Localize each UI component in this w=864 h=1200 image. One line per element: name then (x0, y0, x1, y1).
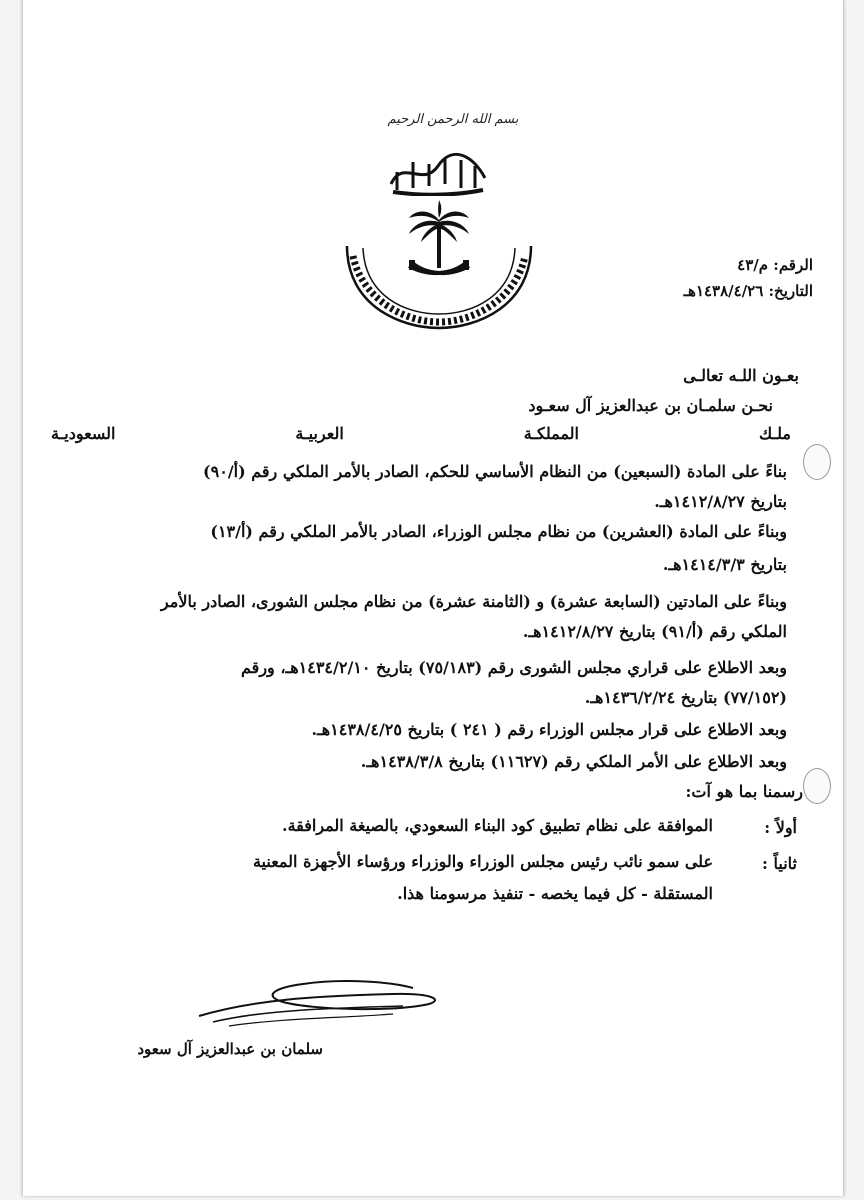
opening-king-name: نحـن سلمـان بن عبدالعزيز آل سعـود (528, 396, 773, 415)
handwritten-signature (193, 960, 453, 1030)
item-second-text: المستقلة - كل فيما يخصه - تنفيذ مرسومنا هذا. (397, 884, 713, 903)
preamble-line: وبناءً على المادتين (السابعة عشرة) و (الثامنة عشرة) من نظام مجلس الشورى، الصادر بالأمر (160, 592, 787, 611)
preamble-line: بتاريخ ١٤١٤/٣/٣هـ. (662, 555, 787, 574)
preamble-line: الملكي رقم (أ/٩١) بتاريخ ١٤١٢/٨/٢٧هـ. (522, 622, 787, 641)
item-second-text: على سمو نائب رئيس مجلس الوزراء والوزراء ورؤساء الأجهزة المعنية (252, 852, 713, 871)
item-second-label: ثانياً : (762, 854, 797, 873)
opening-king-title: ملـك المملكـة العربيـة السعوديـة (51, 424, 791, 443)
kingdom-seal-arc (341, 236, 537, 332)
preamble-line: وبناءً على المادة (العشرين) من نظام مجلس الوزراء، الصادر بالأمر الملكي رقم (أ/١٣) (210, 522, 787, 541)
preamble-line: وبعد الاطلاع على الأمر الملكي رقم (١١٦٢٧) بتاريخ ١٤٣٨/٣/٨هـ. (360, 752, 787, 771)
punch-hole-top (803, 444, 831, 480)
preamble-line: بناءً على المادة (السبعين) من النظام الأساسي للحكم، الصادر بالأمر الملكي رقم (أ/٩٠) (203, 462, 787, 481)
basmala-calligraphy: بسم الله الرحمن الرحيم (387, 112, 519, 127)
preamble-line: (٧٧/١٥٢) بتاريخ ١٤٣٦/٢/٢٤هـ. (584, 688, 787, 707)
preamble-line: بتاريخ ١٤١٢/٨/٢٧هـ. (654, 492, 787, 511)
decree-enactment-line: رسمنا بما هو آت: (685, 782, 803, 801)
preamble-line: وبعد الاطلاع على قراري مجلس الشورى رقم (٧٥/١٨٣) بتاريخ ١٤٣٤/٢/١٠هـ، ورقم (241, 658, 787, 677)
opening-invocation: بعـون اللـه تعالـى (683, 366, 799, 385)
preamble-line: وبعد الاطلاع على قرار مجلس الوزراء رقم ( ٢٤١ ) بتاريخ ١٤٣٨/٤/٢٥هـ. (311, 720, 787, 739)
decree-number: الرقم: م/٤٣ (737, 256, 813, 274)
decree-page (22, 0, 844, 1196)
item-first-text: الموافقة على نظام تطبيق كود البناء السعودي، بالصيغة المرافقة. (282, 816, 713, 835)
item-first-label: أولاً : (764, 818, 797, 837)
decree-date: التاريخ: ١٤٣٨/٤/٢٦هـ (683, 282, 813, 300)
shahada-calligraphy-logo (383, 148, 493, 196)
punch-hole-bottom (803, 768, 831, 804)
signatory-name: سلمان بن عبدالعزيز آل سعود (137, 1040, 323, 1058)
